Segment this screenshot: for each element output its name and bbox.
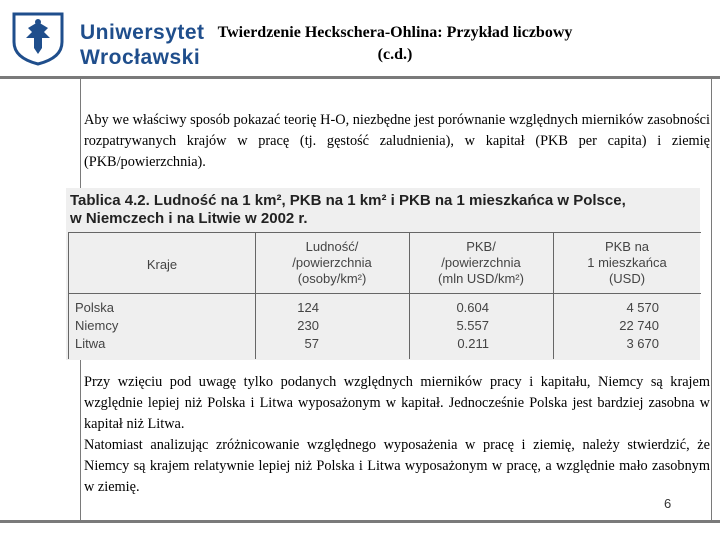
table-cell: 22 740: [619, 318, 659, 333]
gdp-per-capita-values: [609, 299, 659, 353]
gdp-per-area-values: [439, 299, 489, 353]
page-number: 6: [664, 496, 672, 511]
table-cell: Polska: [75, 300, 115, 315]
header-population-density: Ludność/ /powierzchnia (osoby/km²): [292, 239, 372, 286]
logo-wordmark: [80, 20, 205, 70]
header-gdp-per-capita: PKB na 1 mieszkańca (USD): [587, 239, 667, 286]
table-cell: 0.604: [456, 300, 489, 315]
university-logo: [8, 10, 205, 69]
eagle-crest-icon: [8, 10, 68, 66]
right-border-line: [711, 78, 712, 522]
table-cell: 5.557: [456, 318, 489, 333]
table-header-divider: [69, 293, 701, 294]
country-column: [75, 299, 118, 353]
table-title-line-2: w Niemczech i na Litwie w 2002 r.: [70, 210, 308, 227]
conclusion-text: [84, 372, 710, 498]
table-cell: Niemcy: [75, 318, 119, 333]
data-table: [68, 232, 701, 359]
table-title: [70, 192, 700, 228]
table-cell: 124: [297, 300, 319, 315]
table-cell: 0.211: [457, 336, 489, 351]
conclusion-paragraph-2: Natomiast analizując zróżnicowanie względnego wyposażenia w pracę i ziemię, należy stwierdzić, że Niemcy są krajem relatywnie lepiej niż Polska i Litwa wyposażonym w pracę, a względnie mało zasobnym w ziemię.: [84, 437, 710, 495]
slide-title: Twierdzenie Heckschera-Ohlina: Przykład liczbowy (c.d.): [217, 24, 573, 63]
population-density-values: [279, 299, 319, 353]
table-cell: Litwa: [75, 336, 106, 351]
logo-line-1: Uniwersytet: [80, 21, 205, 44]
table-cell: 3 670: [626, 336, 659, 351]
table-cell: 4 570: [626, 300, 659, 315]
data-table-figure: [66, 188, 700, 360]
header-kraje: Kraje: [146, 257, 178, 272]
bottom-divider: [0, 520, 720, 523]
table-cell: 57: [304, 336, 319, 351]
logo-line-2: Wrocławski: [80, 46, 201, 69]
conclusion-paragraph-1: Przy wzięciu pod uwagę tylko podanych względnych mierników pracy i kapitału, Niemcy są krajem względnie lepiej niż Polska i Litwa wyposażonym w kapitał. Jednocześnie Polska jest bardziej zasobna w kapitał niż Litwa.: [84, 374, 710, 432]
header-gdp-per-area: PKB/ /powierzchnia (mln USD/km²): [438, 239, 524, 286]
table-title-line-1: Tablica 4.2. Ludność na 1 km², PKB na 1 km² i PKB na 1 mieszkańca w Polsce,: [70, 192, 626, 209]
intro-paragraph: Aby we właściwy sposób pokazać teorię H-O, niezbędne jest porównanie względnych mierników zasobności rozpatrywanych krajów w pracę (tj. gęstość zaludnienia), w kapitał (PKB per capita) i ziemię (PKB/powierzchnia).: [84, 112, 710, 170]
table-cell: 230: [297, 318, 319, 333]
top-divider: [0, 76, 720, 79]
